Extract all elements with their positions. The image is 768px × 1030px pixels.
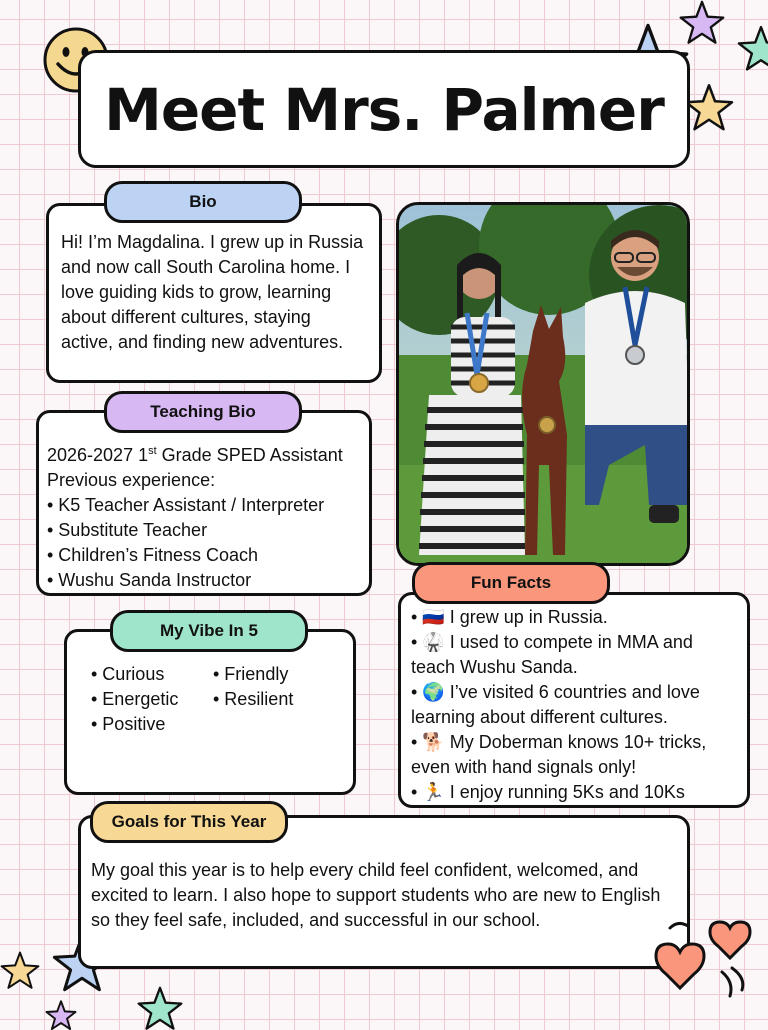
star-icon [0, 944, 40, 996]
fun-facts-label: Fun Facts [412, 562, 610, 604]
fun-facts-card [398, 592, 750, 808]
star-icon [36, 1000, 86, 1030]
teaching-bio-card [36, 410, 372, 596]
position-year: 2026-2027 1 [47, 445, 149, 465]
star-icon [134, 986, 186, 1030]
teacher-photo [396, 202, 690, 566]
experience-list [47, 493, 363, 593]
list-item: • 🇷🇺 I grew up in Russia. [411, 607, 608, 627]
heart-icon [650, 912, 760, 1008]
bio-label: Bio [104, 181, 302, 223]
bio-text: Hi! I’m Magdalina. I grew up in Russia and now call South Carolina home. I love guiding kids to grow, learning about different cultures, staying active, and finding new adventures. [61, 232, 364, 352]
vibe-list-col1 [91, 662, 178, 737]
position-title: Grade SPED Assistant [156, 445, 343, 465]
list-item: • Energetic [91, 689, 179, 709]
goals-label: Goals for This Year [90, 801, 288, 843]
list-item: • 🏃 I enjoy running 5Ks and 10Ks [411, 782, 685, 802]
star-icon [684, 82, 734, 132]
list-item: • Resilient [213, 689, 294, 709]
title-card [78, 50, 690, 168]
teaching-bio-position [47, 439, 363, 468]
list-item: • 🐕 My Doberman knows 10+ tricks, even with hand signals only! [411, 732, 707, 777]
goals-text: My goal this year is to help every child feel confident, welcomed, and excited to learn. I also hope to support students who are new to English so they feel safe, included, and successful in our school. [91, 860, 661, 930]
list-item: • Substitute Teacher [47, 520, 208, 540]
previous-experience-label: Previous experience: [47, 470, 216, 490]
list-item: • Friendly [213, 664, 289, 684]
star-icon [676, 0, 728, 44]
star-icon [737, 22, 768, 74]
list-item: • 🥋 I used to compete in MMA and teach Wushu Sanda. [411, 632, 693, 677]
page-title: Meet Mrs. Palmer [104, 76, 664, 144]
teaching-bio-label: Teaching Bio [104, 391, 302, 433]
list-item: • Curious [91, 664, 165, 684]
list-item: • 🌍 I’ve visited 6 countries and love learning about different cultures. [411, 682, 700, 727]
photo-illustration [399, 205, 690, 566]
list-item: • Wushu Sanda Instructor [47, 570, 252, 590]
vibe-card [64, 629, 356, 795]
list-item: • K5 Teacher Assistant / Interpreter [47, 495, 325, 515]
list-item: • Children’s Fitness Coach [47, 545, 259, 565]
bio-card [46, 203, 382, 383]
vibe-list-col2 [213, 662, 293, 712]
list-item: • Positive [91, 714, 166, 734]
ordinal-suffix: st [148, 445, 157, 457]
fun-facts-list [411, 605, 739, 805]
vibe-label: My Vibe In 5 [110, 610, 308, 652]
